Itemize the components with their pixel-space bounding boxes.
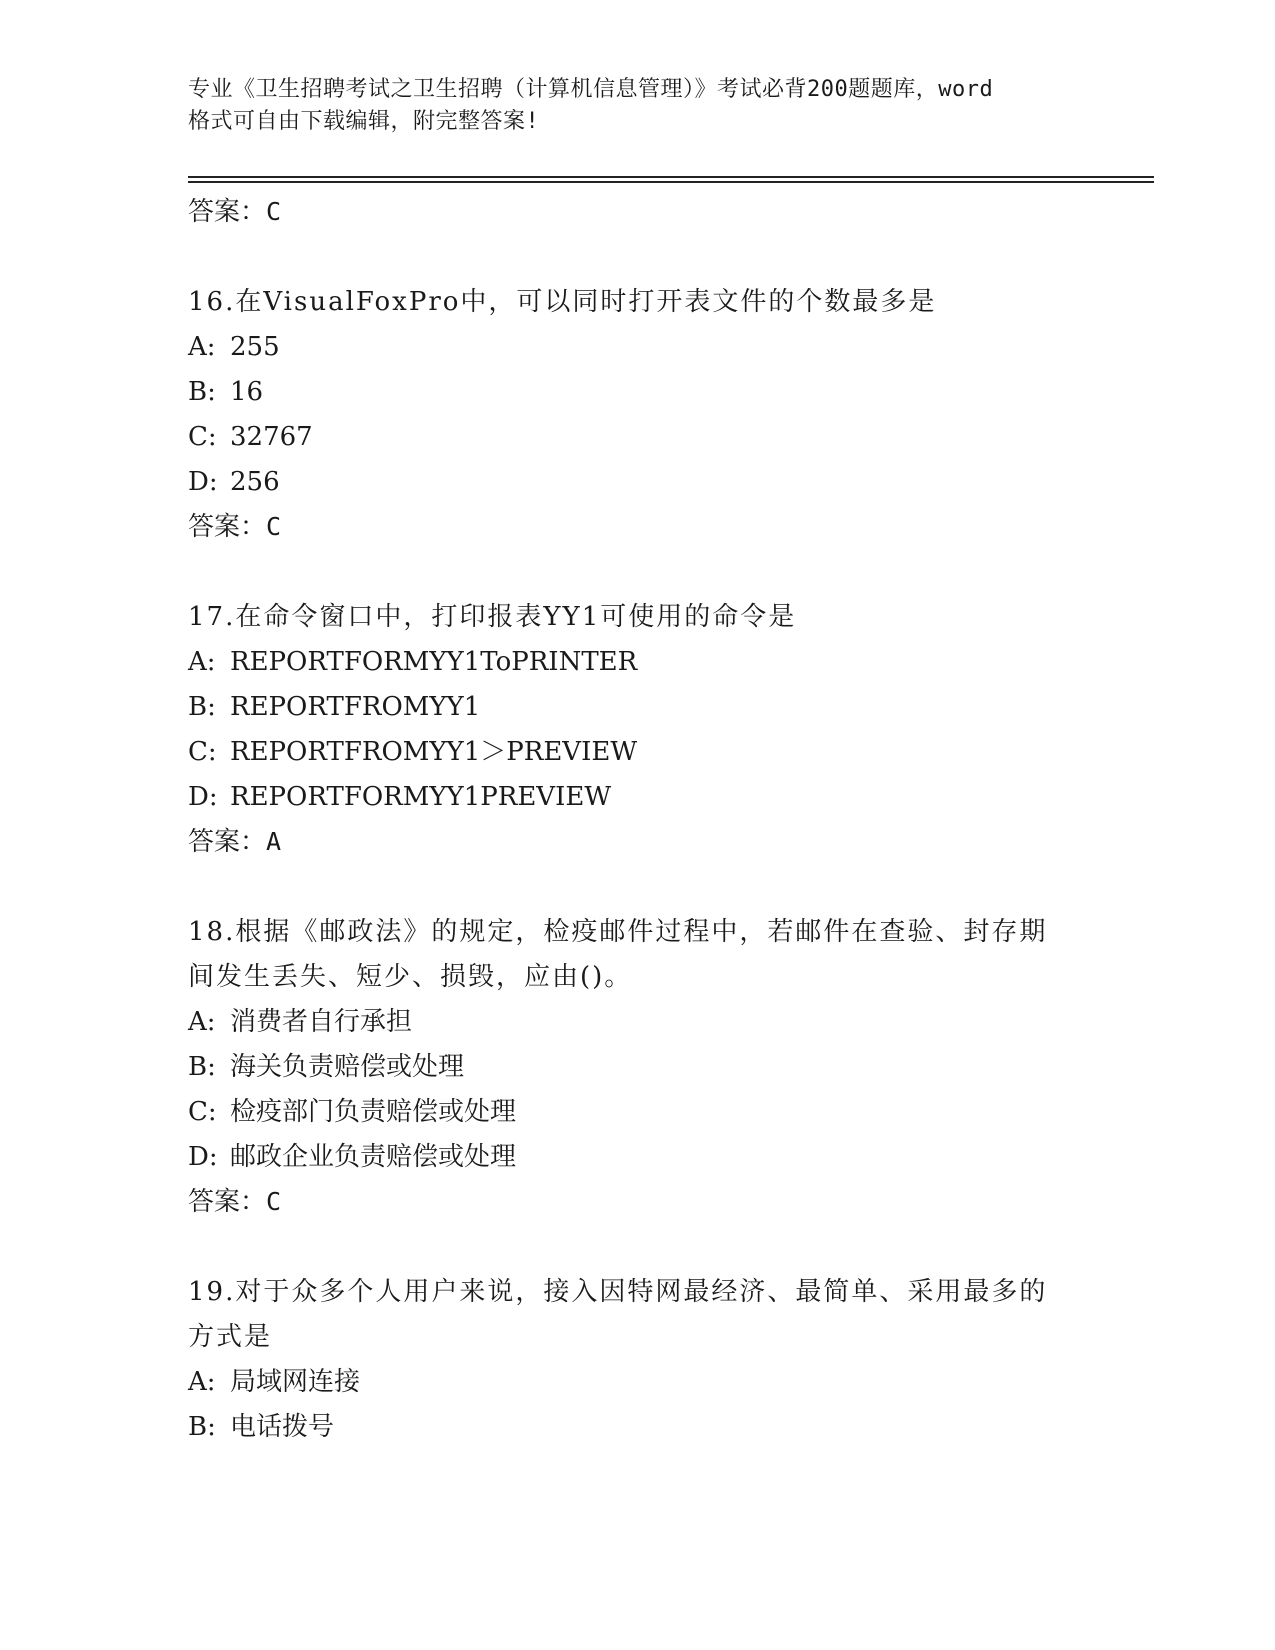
answer-value: C — [266, 512, 282, 541]
header-divider-bottom — [188, 181, 1154, 183]
answer-line — [188, 190, 1148, 234]
option-text: REPORTFORMYY1ToPRINTER — [230, 647, 638, 677]
option-text: 检疫部门负责赔偿或处理 — [230, 1097, 517, 1127]
answer-label: 答案： — [188, 1187, 267, 1217]
answer-label: 答案： — [188, 512, 267, 542]
option-a — [188, 325, 1148, 370]
option-text: 16 — [230, 377, 264, 407]
question-number: 17. — [188, 602, 236, 632]
question-number: 18. — [188, 917, 236, 947]
option-text: REPORTFROMYY1＞PREVIEW — [230, 737, 638, 767]
option-key: D: — [188, 1142, 218, 1172]
option-text: REPORTFORMYY1PREVIEW — [230, 782, 612, 812]
question-number: 16. — [188, 287, 236, 317]
option-key: C: — [188, 737, 217, 767]
question-stem: 在命令窗口中，打印报表YY1可使用的命令是 — [235, 602, 797, 632]
question-text — [188, 280, 1068, 325]
option-text: 256 — [230, 467, 280, 497]
option-key: D: — [188, 467, 218, 497]
question-17 — [188, 595, 1148, 864]
option-key: B: — [188, 1052, 216, 1082]
question-stem: 对于众多个人用户来说，接入因特网最经济、最简单、采用最多的方式是 — [188, 1277, 1048, 1352]
option-a — [188, 1000, 1148, 1045]
option-text: 局域网连接 — [230, 1367, 361, 1397]
option-key: A: — [188, 332, 216, 362]
option-b — [188, 1045, 1148, 1090]
option-text: 海关负责赔偿或处理 — [230, 1052, 465, 1082]
option-d — [188, 460, 1148, 505]
question-text — [188, 910, 1068, 1000]
header-divider-top — [188, 176, 1154, 178]
answer-value: C — [266, 1187, 282, 1216]
option-b — [188, 685, 1148, 730]
answer-label: 答案： — [188, 197, 267, 227]
option-key: A: — [188, 647, 216, 677]
answer-value: A — [266, 827, 282, 856]
question-stem: 根据《邮政法》的规定，检疫邮件过程中，若邮件在查验、封存期间发生丢失、短少、损毁，应由()。 — [188, 917, 1048, 992]
option-key: D: — [188, 782, 218, 812]
option-c — [188, 415, 1148, 460]
answer-line — [188, 505, 1148, 549]
answer-label: 答案： — [188, 827, 267, 857]
option-text: REPORTFROMYY1 — [230, 692, 481, 722]
question-16 — [188, 280, 1148, 549]
option-key: B: — [188, 1412, 216, 1442]
question-text — [188, 595, 1068, 640]
option-key: A: — [188, 1367, 216, 1397]
question-19 — [188, 1270, 1148, 1450]
header-line-2: 格式可自由下载编辑，附完整答案! — [188, 109, 540, 134]
option-text: 32767 — [230, 422, 313, 452]
header-line-1: 专业《卫生招聘考试之卫生招聘（计算机信息管理）》考试必背200题题库，word — [188, 77, 994, 102]
question-text — [188, 1270, 1068, 1360]
question-stem: 在VisualFoxPro中，可以同时打开表文件的个数最多是 — [235, 287, 937, 317]
option-b — [188, 1405, 1148, 1450]
option-c — [188, 1090, 1148, 1135]
answer-line — [188, 820, 1148, 864]
option-text: 电话拨号 — [230, 1412, 335, 1442]
option-a — [188, 1360, 1148, 1405]
option-key: B: — [188, 377, 216, 407]
option-b — [188, 370, 1148, 415]
option-text: 255 — [230, 332, 280, 362]
option-key: C: — [188, 1097, 217, 1127]
option-key: A: — [188, 1007, 216, 1037]
question-list — [188, 190, 1148, 1450]
option-key: B: — [188, 692, 216, 722]
document-header — [188, 74, 1088, 138]
answer-line — [188, 1180, 1148, 1224]
option-a — [188, 640, 1148, 685]
question-18 — [188, 910, 1148, 1224]
question-number: 19. — [188, 1277, 236, 1307]
option-key: C: — [188, 422, 217, 452]
option-c — [188, 730, 1148, 775]
option-text: 邮政企业负责赔偿或处理 — [230, 1142, 517, 1172]
option-d — [188, 1135, 1148, 1180]
option-text: 消费者自行承担 — [230, 1007, 413, 1037]
answer-value: C — [266, 197, 282, 226]
option-d — [188, 775, 1148, 820]
